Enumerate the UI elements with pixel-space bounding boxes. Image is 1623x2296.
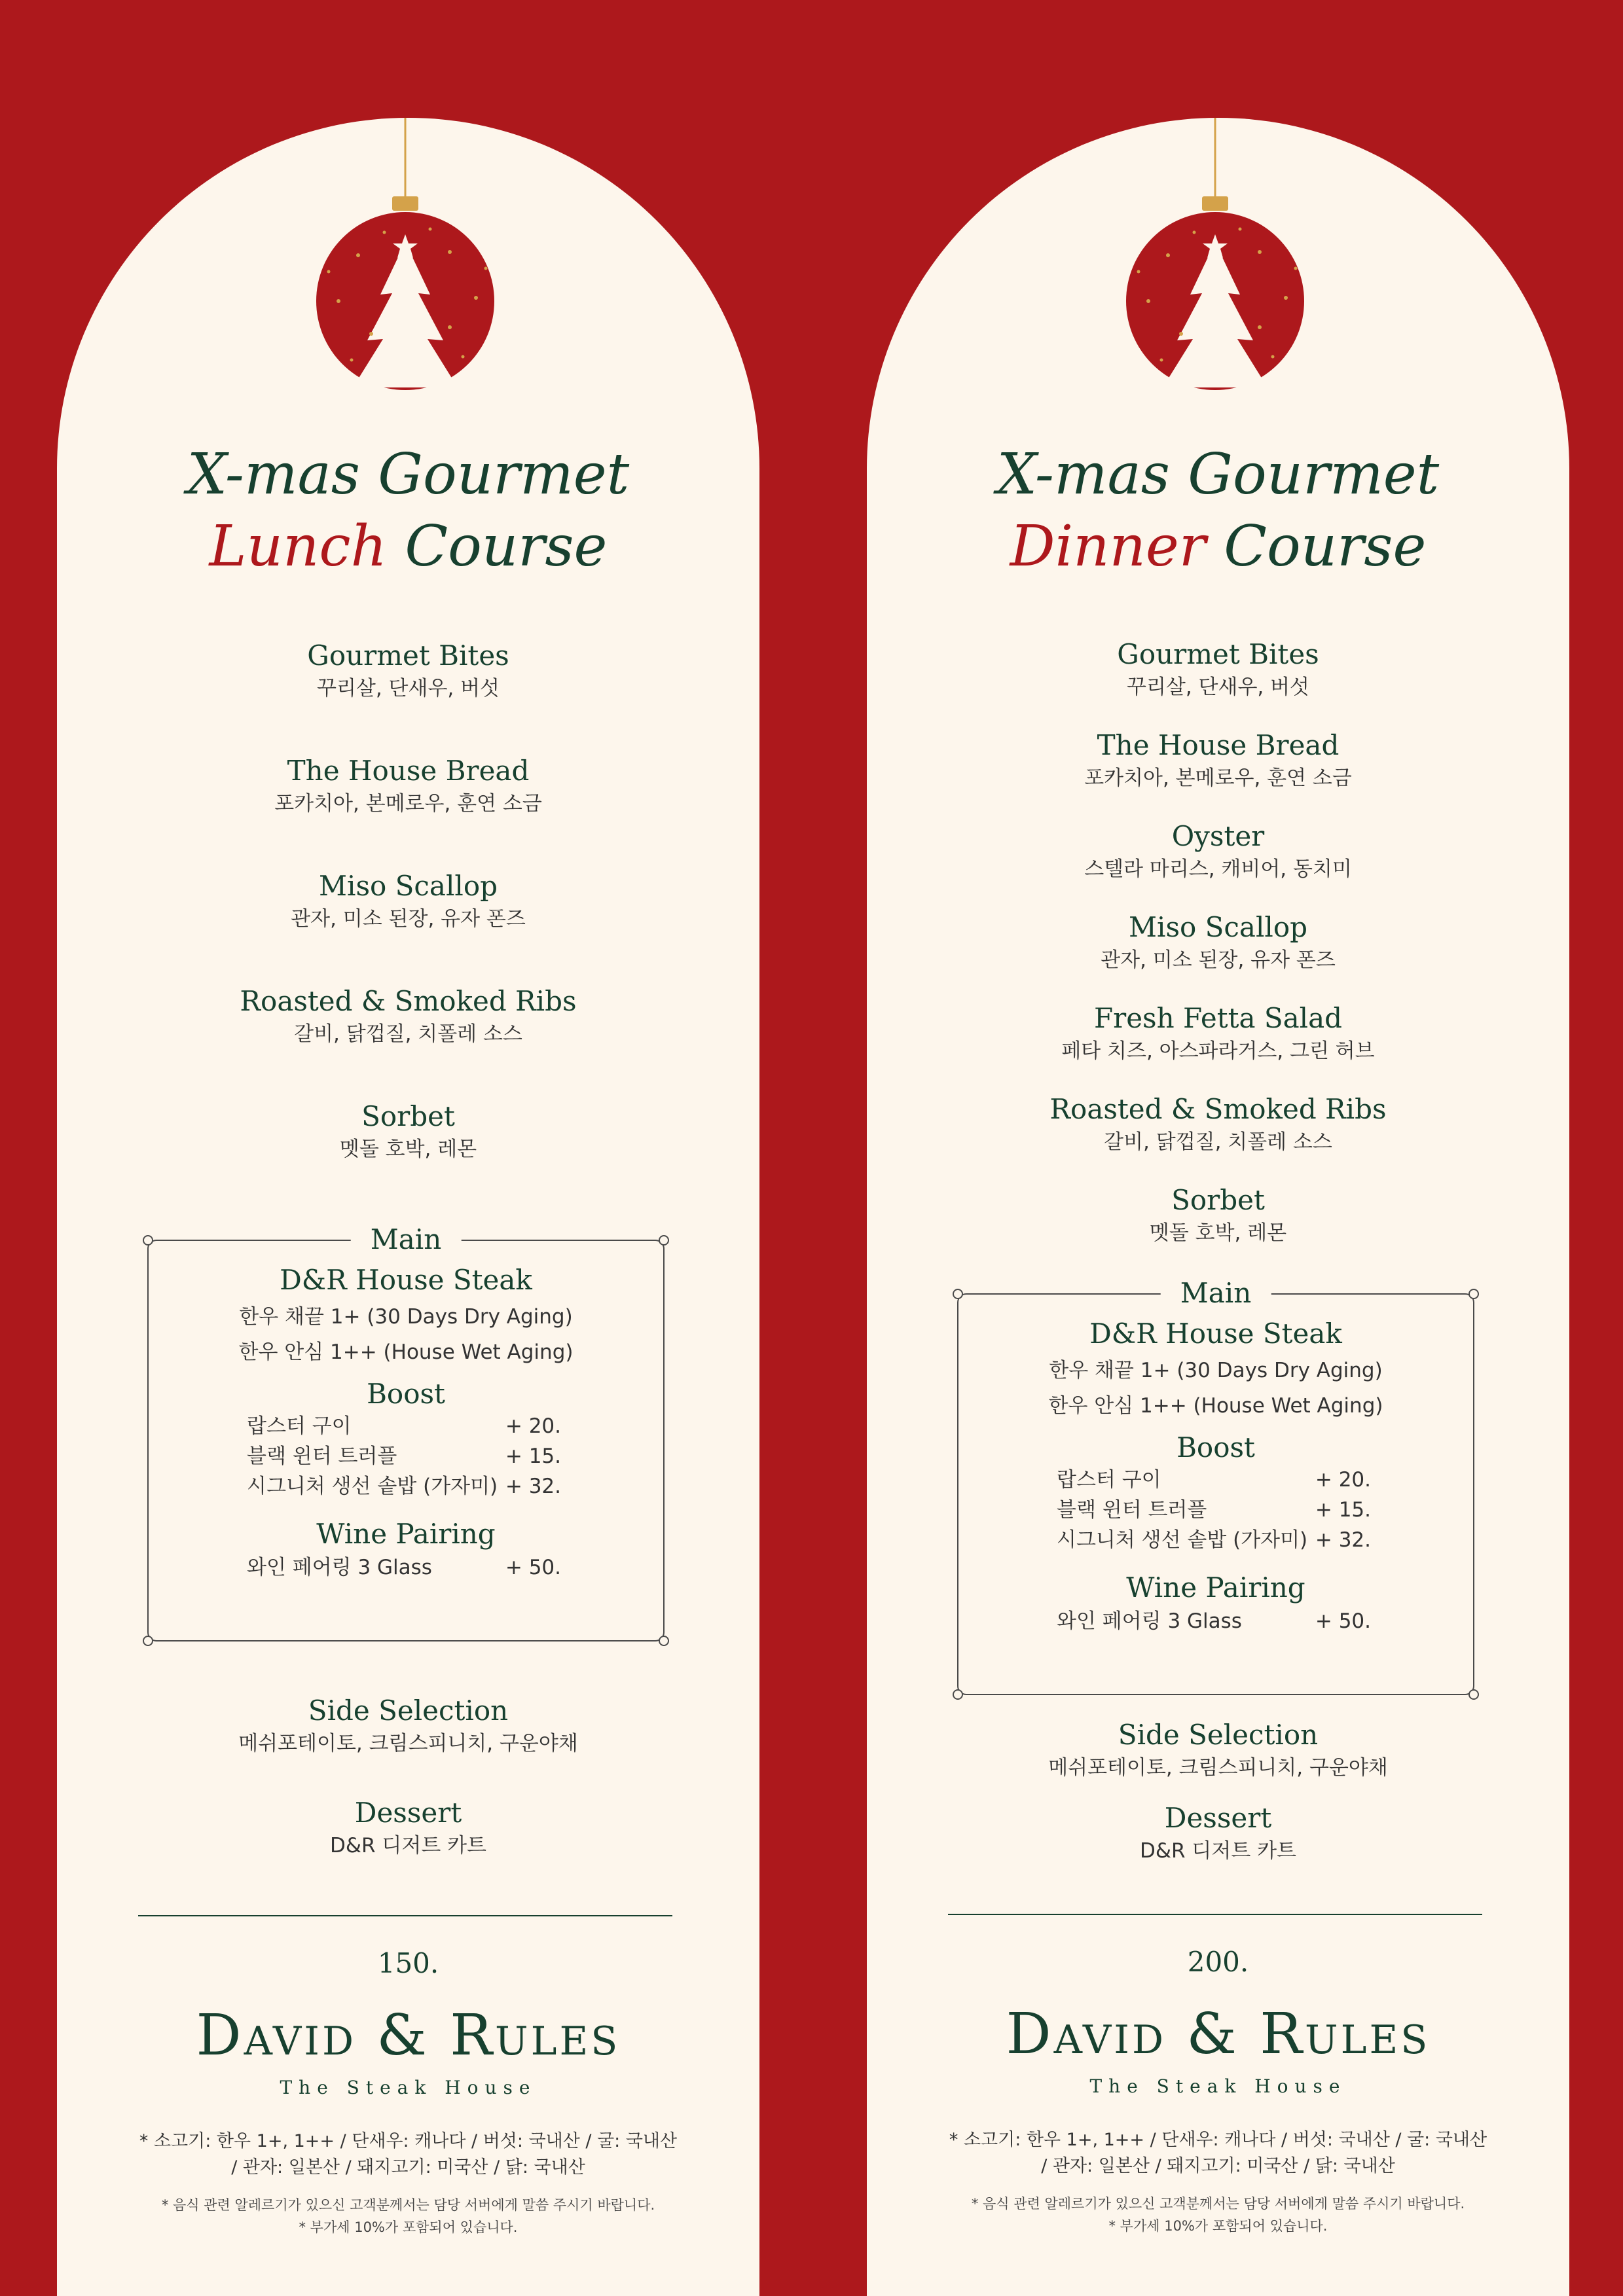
course-name: Oyster xyxy=(1171,820,1265,852)
course-desc: 스텔라 마리스, 캐비어, 동치미 xyxy=(1084,857,1352,881)
course-desc: 페타 치즈, 아스파라거스, 그린 허브 xyxy=(1061,1039,1375,1063)
steak-title: D&R House Steak xyxy=(280,1264,532,1296)
course-desc: 포카치아, 본메로우, 훈연 소금 xyxy=(1084,766,1352,790)
course-desc: 포카치아, 본메로우, 훈연 소금 xyxy=(274,792,542,816)
dinner-menu-panel xyxy=(867,118,1569,2296)
wine-row xyxy=(1057,1606,1371,1636)
course-item xyxy=(57,983,759,1049)
dessert xyxy=(57,1795,759,1860)
course-name: Miso Scallop xyxy=(1129,911,1307,943)
wine-row xyxy=(247,1552,561,1583)
origin-note: * 소고기: 한우 1+, 1++ / 단새우: 캐나다 / 버섯: 국내산 / 굴: 국내산 xyxy=(949,2130,1487,2150)
wine-item: 와인 페어링 3 Glass xyxy=(1057,1609,1242,1633)
boost-row xyxy=(247,1471,561,1501)
course-name: The House Bread xyxy=(1097,729,1340,761)
course-item xyxy=(867,818,1569,884)
course-name: Sorbet xyxy=(361,1100,455,1132)
boost-row xyxy=(1057,1495,1371,1525)
wine-price: + 50. xyxy=(505,1556,561,1579)
lunch-menu-panel xyxy=(57,118,759,2296)
main-label: Main xyxy=(351,1221,462,1258)
main-course-box xyxy=(957,1277,1474,1695)
course-name: Fresh Fetta Salad xyxy=(1093,1002,1343,1034)
boost-price: + 32. xyxy=(505,1475,561,1498)
vat-note: * 부가세 10%가 포함되어 있습니다. xyxy=(1108,2218,1328,2234)
title-line-1: X-mas Gourmet xyxy=(187,442,630,507)
course-item xyxy=(867,727,1569,793)
wine-title: Wine Pairing xyxy=(316,1518,496,1550)
christmas-ornament-icon xyxy=(867,118,1569,393)
boost-row xyxy=(1057,1465,1371,1495)
christmas-ornament-icon xyxy=(57,118,759,393)
course-desc: 꾸리살, 단새우, 버섯 xyxy=(1127,675,1309,699)
brand-logo: David & Rules xyxy=(196,2003,621,2068)
boost-price: + 32. xyxy=(1315,1528,1371,1552)
course-desc: 관자, 미소 된장, 유자 폰즈 xyxy=(1101,948,1336,972)
boost-item: 블랙 윈터 트러플 xyxy=(1057,1498,1207,1522)
corner-ornament-icon xyxy=(143,1235,153,1246)
allergy-note: * 음식 관련 알레르기가 있으신 고객분께서는 담당 서버에게 말씀 주시기 바랍니다. xyxy=(161,2197,655,2213)
dessert-desc: D&R 디저트 카트 xyxy=(329,1834,487,1857)
course-name: Gourmet Bites xyxy=(1117,638,1319,670)
boost-item: 시그니처 생선 솥밥 (가자미) xyxy=(1057,1528,1308,1552)
course-desc: 멧돌 호박, 레몬 xyxy=(339,1138,477,1161)
origin-note: * 소고기: 한우 1+, 1++ / 단새우: 캐나다 / 버섯: 국내산 / 굴: 국내산 xyxy=(139,2131,678,2151)
course-item xyxy=(867,636,1569,702)
lunch-title xyxy=(57,439,759,583)
course-item xyxy=(867,1182,1569,1247)
wine-title: Wine Pairing xyxy=(1126,1571,1305,1604)
boost-item: 시그니처 생선 솥밥 (가자미) xyxy=(247,1475,498,1498)
wine-price: + 50. xyxy=(1315,1609,1371,1633)
corner-ornament-icon xyxy=(1468,1689,1479,1700)
main-label: Main xyxy=(1161,1275,1271,1312)
title-accent: Lunch xyxy=(209,514,387,579)
dinner-title xyxy=(867,439,1569,583)
course-desc: 꾸리살, 단새우, 버섯 xyxy=(317,677,500,700)
course-price: 150. xyxy=(377,1947,439,1979)
side-title: Side Selection xyxy=(1118,1719,1319,1751)
course-item xyxy=(867,909,1569,975)
course-name: Roasted & Smoked Ribs xyxy=(1049,1093,1387,1125)
corner-ornament-icon xyxy=(1468,1289,1479,1299)
side-desc: 메쉬포테이토, 크림스피니치, 구운야채 xyxy=(238,1732,578,1755)
title-rest: Course xyxy=(386,514,608,579)
course-desc: 멧돌 호박, 레몬 xyxy=(1149,1221,1287,1245)
boost-price: + 15. xyxy=(505,1444,561,1468)
course-name: Roasted & Smoked Ribs xyxy=(240,985,577,1017)
boost-item: 랍스터 구이 xyxy=(1057,1468,1161,1492)
title-rest: Course xyxy=(1205,514,1427,579)
steak-line: 한우 채끝 1+ (30 Days Dry Aging) xyxy=(1049,1359,1383,1382)
course-item xyxy=(867,1091,1569,1157)
origin-note: / 관자: 일본산 / 돼지고기: 미국산 / 닭: 국내산 xyxy=(1041,2156,1395,2176)
course-item xyxy=(867,1000,1569,1066)
boost-item: 랍스터 구이 xyxy=(247,1414,352,1438)
dessert-title: Dessert xyxy=(354,1797,462,1829)
title-line-1: X-mas Gourmet xyxy=(996,442,1440,507)
title-line-2 xyxy=(867,511,1569,583)
brand-tagline: The Steak House xyxy=(280,2077,537,2098)
boost-item: 블랙 윈터 트러플 xyxy=(247,1444,397,1468)
steak-line: 한우 안심 1++ (House Wet Aging) xyxy=(238,1340,574,1364)
side-selection xyxy=(867,1717,1569,1782)
dessert-title: Dessert xyxy=(1164,1802,1272,1834)
side-selection xyxy=(57,1693,759,1758)
course-desc: 관자, 미소 된장, 유자 폰즈 xyxy=(291,907,526,931)
dessert xyxy=(867,1800,1569,1865)
course-name: Sorbet xyxy=(1171,1184,1265,1216)
course-name: Miso Scallop xyxy=(319,870,498,902)
course-price: 200. xyxy=(1187,1946,1249,1978)
side-title: Side Selection xyxy=(308,1695,509,1727)
side-desc: 메쉬포테이토, 크림스피니치, 구운야채 xyxy=(1048,1756,1388,1780)
origin-note: / 관자: 일본산 / 돼지고기: 미국산 / 닭: 국내산 xyxy=(231,2157,585,2178)
course-item xyxy=(57,753,759,818)
boost-title: Boost xyxy=(367,1378,445,1410)
boost-price: + 20. xyxy=(505,1414,561,1438)
boost-row xyxy=(1057,1525,1371,1555)
main-course-box xyxy=(147,1223,665,1641)
boost-price: + 20. xyxy=(1315,1468,1371,1492)
course-desc: 갈비, 닭껍질, 치폴레 소스 xyxy=(1104,1130,1332,1154)
steak-title: D&R House Steak xyxy=(1089,1318,1342,1350)
vat-note: * 부가세 10%가 포함되어 있습니다. xyxy=(299,2219,518,2235)
title-accent: Dinner xyxy=(1010,514,1206,579)
steak-line: 한우 채끝 1+ (30 Days Dry Aging) xyxy=(239,1305,573,1329)
boost-row xyxy=(247,1411,561,1441)
course-item xyxy=(57,637,759,703)
course-name: The House Bread xyxy=(287,755,530,787)
divider xyxy=(948,1914,1482,1915)
corner-ornament-icon xyxy=(953,1689,963,1700)
brand-tagline: The Steak House xyxy=(1089,2075,1347,2097)
brand-logo: David & Rules xyxy=(1006,2001,1431,2067)
corner-ornament-icon xyxy=(953,1289,963,1299)
dessert-desc: D&R 디저트 카트 xyxy=(1139,1839,1297,1863)
boost-row xyxy=(247,1441,561,1471)
corner-ornament-icon xyxy=(659,1636,669,1646)
steak-line: 한우 안심 1++ (House Wet Aging) xyxy=(1048,1394,1383,1418)
course-item xyxy=(57,868,759,933)
boost-title: Boost xyxy=(1176,1431,1255,1463)
allergy-note: * 음식 관련 알레르기가 있으신 고객분께서는 담당 서버에게 말씀 주시기 바랍니다. xyxy=(971,2196,1465,2212)
course-desc: 갈비, 닭껍질, 치폴레 소스 xyxy=(294,1022,522,1046)
course-item xyxy=(57,1098,759,1164)
divider xyxy=(138,1915,672,1916)
title-line-2 xyxy=(57,511,759,583)
wine-item: 와인 페어링 3 Glass xyxy=(247,1556,432,1579)
corner-ornament-icon xyxy=(659,1235,669,1246)
course-name: Gourmet Bites xyxy=(307,639,509,672)
corner-ornament-icon xyxy=(143,1636,153,1646)
boost-price: + 15. xyxy=(1315,1498,1371,1522)
